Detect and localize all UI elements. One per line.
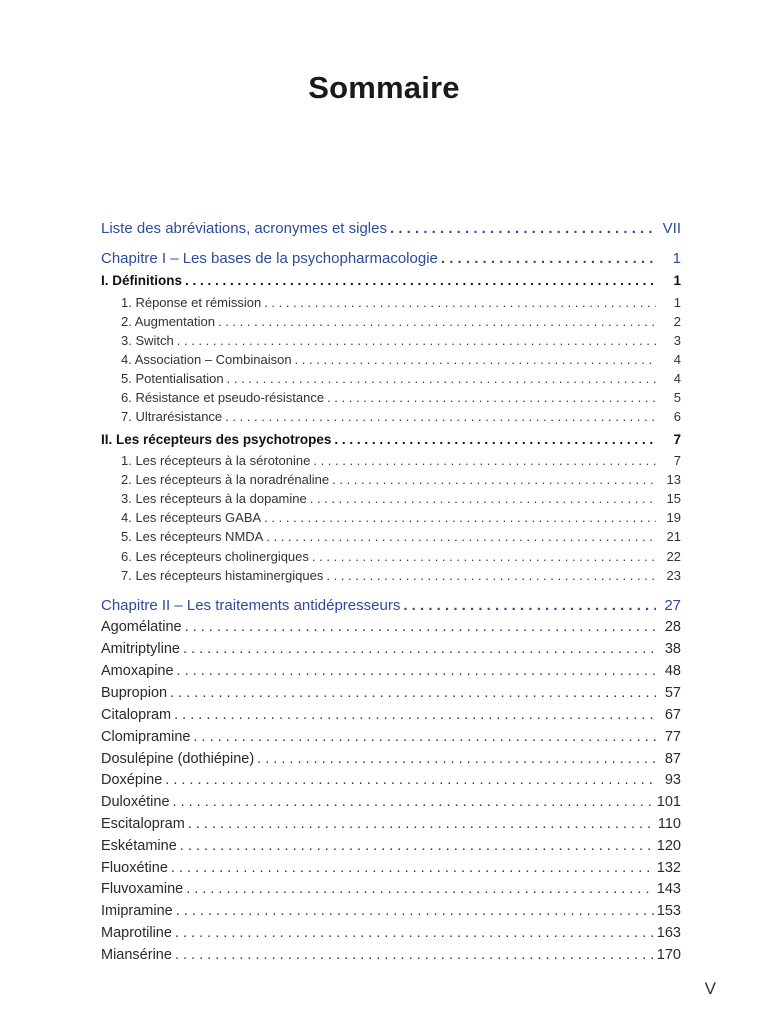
leader-dots xyxy=(176,903,654,919)
toc-entry-page: 1 xyxy=(673,295,681,310)
toc-entry-label: Duloxétine xyxy=(101,794,170,810)
leader-dots xyxy=(295,352,656,367)
toc-entry-page: 1 xyxy=(672,250,681,267)
toc-entry-label: Dosulépine (dothiépine) xyxy=(101,751,255,767)
leader-dots xyxy=(225,409,656,424)
toc-entry[interactable] xyxy=(101,314,681,329)
toc-entry-label: Amoxapine xyxy=(101,663,174,679)
toc-entry[interactable] xyxy=(101,220,681,237)
leader-dots xyxy=(257,751,656,767)
leader-dots xyxy=(312,549,656,564)
toc-entry-page: 48 xyxy=(664,663,681,679)
page-title: Sommaire xyxy=(308,70,460,105)
leader-dots xyxy=(441,250,656,267)
toc-entry-label: 7. Ultrarésistance xyxy=(121,409,223,424)
toc-entry-page: 77 xyxy=(664,729,681,745)
leader-dots xyxy=(175,947,654,963)
toc-entry-page: 28 xyxy=(664,619,681,635)
toc-entry-page: 15 xyxy=(666,491,681,506)
toc-entry[interactable] xyxy=(101,641,681,657)
page-number: V xyxy=(704,979,716,998)
toc-entry-label: Bupropion xyxy=(101,685,168,701)
leader-dots xyxy=(310,491,656,506)
toc-entry-label: Chapitre I – Les bases de la psychopharmacologie xyxy=(101,250,438,267)
toc-entry-label: Clomipramine xyxy=(101,729,191,745)
leader-dots xyxy=(183,641,656,657)
toc-entry[interactable] xyxy=(101,751,681,767)
toc-entry[interactable] xyxy=(101,619,681,635)
toc-entry-label: 4. Les récepteurs GABA xyxy=(121,510,262,525)
toc-entry[interactable] xyxy=(101,409,681,424)
toc-entry-label: 4. Association – Combinaison xyxy=(121,352,292,367)
leader-dots xyxy=(403,597,656,614)
toc-entry[interactable] xyxy=(101,352,681,367)
toc-entry-label: Imipramine xyxy=(101,903,173,919)
toc-entry-label: 5. Potentialisation xyxy=(121,371,224,386)
toc-entry-page: 153 xyxy=(656,903,681,919)
leader-dots xyxy=(327,390,656,405)
toc-entry-page: 19 xyxy=(666,510,681,525)
toc-entry[interactable] xyxy=(101,881,681,897)
toc-entry-page: 23 xyxy=(666,568,681,583)
toc-entry-label: Maprotiline xyxy=(101,925,172,941)
toc-entry-page: 7 xyxy=(673,432,681,447)
toc-entry-label: Amitriptyline xyxy=(101,641,180,657)
leader-dots xyxy=(264,295,656,310)
toc-entry[interactable] xyxy=(101,250,681,267)
toc-entry[interactable] xyxy=(101,729,681,745)
toc-entry-label: 2. Augmentation xyxy=(121,314,215,329)
toc-entry-page: 38 xyxy=(664,641,681,657)
leader-dots xyxy=(313,453,656,468)
toc-entry-label: Doxépine xyxy=(101,772,163,788)
leader-dots xyxy=(174,707,656,723)
toc-entry-page: 2 xyxy=(673,314,681,329)
toc-entry[interactable] xyxy=(101,838,681,854)
toc-entry-label: Citalopram xyxy=(101,707,172,723)
leader-dots xyxy=(165,772,656,788)
toc-entry-page: 87 xyxy=(664,751,681,767)
toc-entry[interactable] xyxy=(101,860,681,876)
toc-entry[interactable] xyxy=(101,472,681,487)
leader-dots xyxy=(332,472,656,487)
leader-dots xyxy=(227,371,656,386)
toc-entry[interactable] xyxy=(101,772,681,788)
toc-entry-label: Fluvoxamine xyxy=(101,881,184,897)
toc-entry-label: Escitalopram xyxy=(101,816,185,832)
leader-dots xyxy=(175,925,654,941)
leader-dots xyxy=(177,663,656,679)
toc-entry-label: 5. Les récepteurs NMDA xyxy=(121,529,264,544)
toc-entry-label: Eskétamine xyxy=(101,838,177,854)
leader-dots xyxy=(170,685,656,701)
toc-entry[interactable] xyxy=(101,947,681,963)
toc-entry-label: 2. Les récepteurs à la noradrénaline xyxy=(121,472,330,487)
toc-entry[interactable] xyxy=(101,333,681,348)
toc-entry-page: 132 xyxy=(656,860,681,876)
toc-entry-page: 5 xyxy=(673,390,681,405)
toc-entry-page: 170 xyxy=(656,947,681,963)
toc-entry[interactable] xyxy=(101,390,681,405)
toc-entry[interactable] xyxy=(101,685,681,701)
toc-entry-label: 1. Réponse et rémission xyxy=(121,295,262,310)
toc-entry-page: 4 xyxy=(673,371,681,386)
toc-entry-page: 7 xyxy=(673,453,681,468)
toc-entry-page: 21 xyxy=(666,529,681,544)
toc-entry[interactable] xyxy=(101,273,681,288)
toc-entry-label: I. Définitions xyxy=(101,273,182,288)
toc-entry-label: 3. Les récepteurs à la dopamine xyxy=(121,491,307,506)
toc-entry[interactable] xyxy=(101,491,681,506)
toc-entry-page: 22 xyxy=(666,549,681,564)
leader-dots xyxy=(326,568,656,583)
toc-entry[interactable] xyxy=(101,794,681,810)
leader-dots xyxy=(171,860,654,876)
toc-entry-page: VII xyxy=(662,220,681,237)
toc-entry-label: Chapitre II – Les traitements antidépresseurs xyxy=(101,597,401,614)
leader-dots xyxy=(334,432,656,447)
toc-entry[interactable] xyxy=(101,568,681,583)
toc-entry-label: 1. Les récepteurs à la sérotonine xyxy=(121,453,311,468)
toc-entry-page: 6 xyxy=(673,409,681,424)
toc-entry[interactable] xyxy=(101,597,681,614)
toc-entry-page: 110 xyxy=(657,816,681,832)
toc-entry-page: 3 xyxy=(673,333,681,348)
leader-dots xyxy=(185,619,656,635)
toc-entry-page: 163 xyxy=(656,925,681,941)
toc-entry-label: 7. Les récepteurs histaminergiques xyxy=(121,568,324,583)
toc-entry-label: 6. Résistance et pseudo-résistance xyxy=(121,390,325,405)
leader-dots xyxy=(173,794,654,810)
toc-entry-label: Fluoxétine xyxy=(101,860,168,876)
leader-dots xyxy=(186,881,654,897)
leader-dots xyxy=(266,529,656,544)
toc-entry[interactable] xyxy=(101,295,681,310)
toc-entry-page: 143 xyxy=(656,881,681,897)
toc-entry[interactable] xyxy=(101,432,681,447)
leader-dots xyxy=(218,314,656,329)
leader-dots xyxy=(390,220,656,237)
toc-entry-label: II. Les récepteurs des psychotropes xyxy=(101,432,332,447)
toc-entry[interactable] xyxy=(101,529,681,544)
toc-entry-page: 4 xyxy=(673,352,681,367)
toc-entry[interactable] xyxy=(101,707,681,723)
toc-entry[interactable] xyxy=(101,663,681,679)
toc-entry-page: 93 xyxy=(664,772,681,788)
toc-entry[interactable] xyxy=(101,903,681,919)
toc-entry-label: Agomélatine xyxy=(101,619,182,635)
leader-dots xyxy=(193,729,656,745)
toc-entry[interactable] xyxy=(101,510,681,525)
toc-entry-page: 1 xyxy=(673,273,681,288)
toc-entry[interactable] xyxy=(101,549,681,564)
toc-entry-page: 101 xyxy=(656,794,681,810)
leader-dots xyxy=(188,816,655,832)
leader-dots xyxy=(177,333,656,348)
toc-entry-page: 57 xyxy=(664,685,681,701)
toc-entry-page: 67 xyxy=(664,707,681,723)
leader-dots xyxy=(180,838,654,854)
leader-dots xyxy=(264,510,656,525)
toc-entry[interactable] xyxy=(101,816,681,832)
toc-entry-page: 27 xyxy=(664,597,681,614)
toc-entry-label: 6. Les récepteurs cholinergiques xyxy=(121,549,309,564)
toc-entry[interactable] xyxy=(101,371,681,386)
toc-entry-label: Miansérine xyxy=(101,947,172,963)
toc-entry[interactable] xyxy=(101,453,681,468)
toc-entry-label: Liste des abréviations, acronymes et sigles xyxy=(101,220,387,237)
toc-entry-page: 13 xyxy=(666,472,681,487)
toc-entry-page: 120 xyxy=(656,838,681,854)
toc-entry-label: 3. Switch xyxy=(121,333,174,348)
toc-entry[interactable] xyxy=(101,925,681,941)
leader-dots xyxy=(185,273,656,288)
